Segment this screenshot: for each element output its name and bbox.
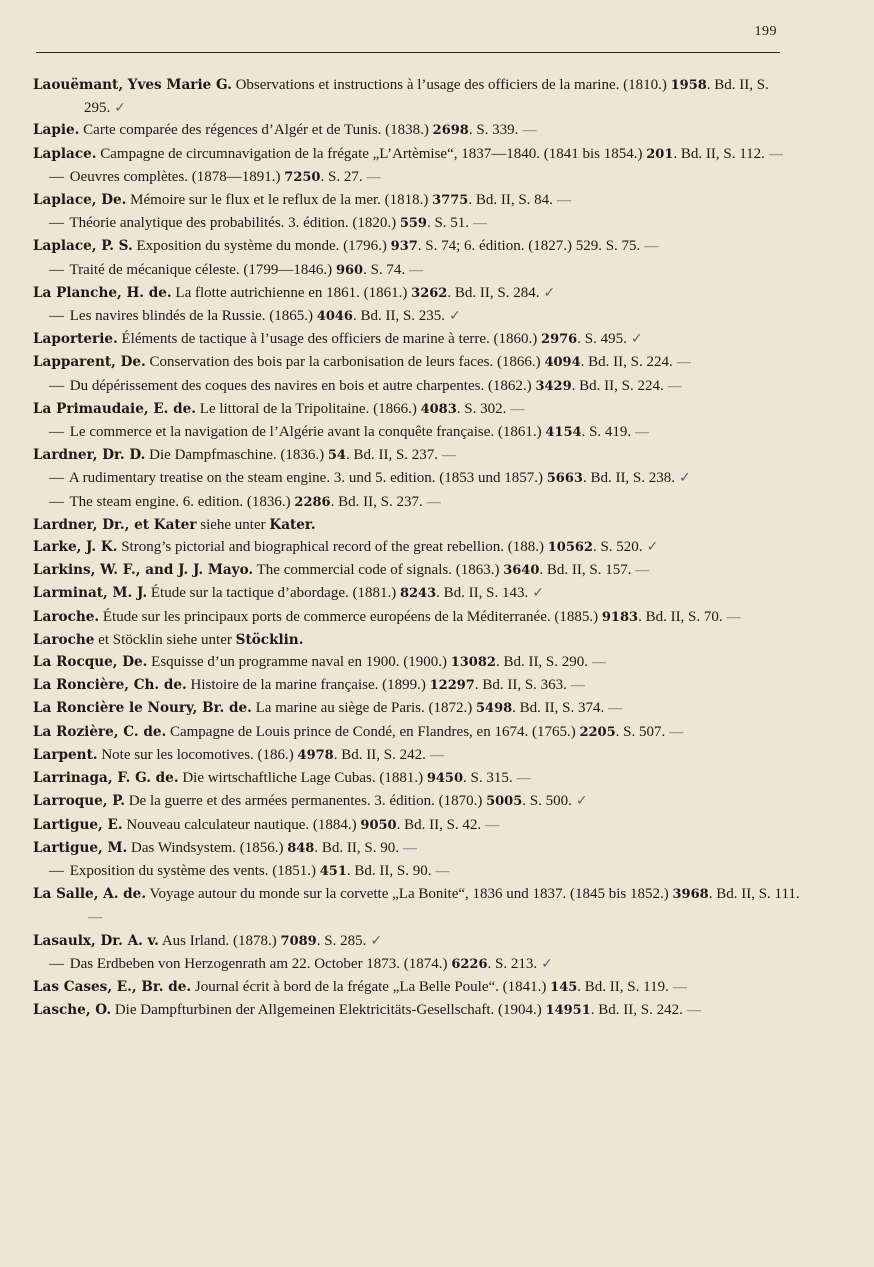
catalog-entry <box>33 930 808 953</box>
entry-number: 3640 <box>503 563 540 579</box>
entry-title: Note sur les locomotives. (186.) <box>97 746 298 763</box>
catalog-entry <box>33 375 808 398</box>
catalog-entry <box>33 536 808 559</box>
entry-title: Nouveau calculateur nautique. (1884.) <box>122 816 361 833</box>
entry-reference: . Bd. II, S. 157. <box>539 562 632 579</box>
catalog-entry <box>33 119 808 142</box>
entry-author: Lartigue, M. <box>33 839 128 856</box>
entry-title: Esquisse d’un programme naval en 1900. (1900.) <box>147 654 451 671</box>
dash-mark: — <box>768 146 783 162</box>
catalog-entry <box>33 629 808 651</box>
catalog-entry <box>33 444 808 467</box>
check-mark: ✓ <box>543 284 556 301</box>
entry-number: 12297 <box>429 678 475 694</box>
entry-title: A rudimentary treatise on the steam engine. 3. und 5. edition. (1853 und 1857.) <box>66 470 547 487</box>
entry-author: La Planche, H. de. <box>33 284 172 301</box>
dash-mark: — <box>644 239 659 255</box>
entry-title: Die Dampfmaschine. (1836.) <box>145 447 328 464</box>
page-number: 199 <box>754 24 777 39</box>
entry-number: 2286 <box>294 494 331 510</box>
entry-reference: . Bd. II, S. 119. <box>577 978 669 995</box>
entry-title: Étude sur la tactique d’abordage. (1881.) <box>147 585 400 602</box>
entry-title: The commercial code of signals. (1863.) <box>253 562 504 579</box>
entry-reference: . S. 507. <box>615 723 666 740</box>
entry-reference: . Bd. II, S. 90. <box>346 862 432 879</box>
entry-reference: Stöcklin. <box>235 631 304 648</box>
entry-reference: . S. 51. <box>426 215 470 232</box>
entry-title: Éléments de tactique à l’usage des officiers de marine à terre. (1860.) <box>117 331 542 348</box>
entry-author: Las Cases, E., Br. de. <box>33 978 192 995</box>
dash-mark: — <box>510 401 525 417</box>
entry-number: 1958 <box>670 78 707 93</box>
dash-mark: — <box>672 979 687 995</box>
entry-author: Lasche, O. <box>33 1002 112 1019</box>
entry-reference: . S. 213. <box>487 955 538 972</box>
ditto-dash: — <box>49 424 64 441</box>
dash-mark: — <box>726 609 741 625</box>
header-rule <box>36 52 780 53</box>
catalog-entry <box>33 559 808 582</box>
entry-title: The steam engine. 6. edition. (1836.) <box>66 493 295 510</box>
entry-number: 7089 <box>280 933 317 949</box>
entry-reference: . S. 520. <box>592 539 643 556</box>
catalog-entry <box>33 674 808 697</box>
entry-number: 4046 <box>316 309 353 325</box>
entry-reference: . S. 302. <box>456 400 507 417</box>
entry-number: 960 <box>335 262 364 278</box>
entry-title: Exposition du système du monde. (1796.) <box>132 238 391 255</box>
entry-number: 5663 <box>546 471 583 487</box>
catalog-entry <box>33 976 808 999</box>
catalog-entry <box>33 305 808 328</box>
dash-mark: — <box>409 262 424 278</box>
entry-number: 6226 <box>451 956 488 972</box>
entry-title: Conservation des bois par la carbonisation de leurs faces. (1866.) <box>145 354 545 371</box>
entry-author: La Roncière le Noury, Br. de. <box>33 700 252 717</box>
ditto-dash: — <box>49 308 64 325</box>
entry-title: Théorie analytique des probabilités. 3. édition. (1820.) <box>66 215 400 232</box>
check-mark: ✓ <box>114 100 126 117</box>
catalog-entry <box>33 514 808 536</box>
entry-number: 3968 <box>672 887 709 903</box>
dash-mark: — <box>669 724 684 740</box>
entry-reference: . Bd. II, S. 238. <box>582 470 676 487</box>
entry-reference: . S. 419. <box>581 424 632 441</box>
entry-number: 5498 <box>475 701 513 717</box>
entry-title: Strong’s pictorial and biographical record of the great rebellion. (188.) <box>117 539 548 556</box>
entry-number: 145 <box>550 979 578 995</box>
entry-number: 4978 <box>297 747 334 763</box>
check-mark: ✓ <box>630 331 643 348</box>
entry-author: Laroche <box>33 631 95 648</box>
entry-title: Carte comparée des régences d’Algér et de Tunis. (1838.) <box>79 122 433 139</box>
check-mark: ✓ <box>679 470 691 487</box>
check-mark: ✓ <box>449 308 461 325</box>
entry-reference: . Bd. II, S. 242. <box>590 1002 683 1019</box>
entry-number: 10562 <box>547 540 593 556</box>
catalog-entry <box>33 421 808 444</box>
entry-author: Laplace, P. S. <box>33 238 133 255</box>
catalog-entry <box>33 837 808 860</box>
ditto-dash: — <box>49 955 64 972</box>
entry-title: Exposition du système des vents. (1851.) <box>66 862 320 879</box>
catalog-entry <box>33 328 808 351</box>
entry-author: La Rocque, De. <box>33 654 148 671</box>
catalog-entry <box>33 74 808 119</box>
entry-author: Larminat, M. J. <box>33 585 148 602</box>
entry-number: 848 <box>287 840 315 856</box>
entry-title: Das Erdbeben von Herzogenrath am 22. October 1873. (1874.) <box>66 955 452 972</box>
entry-title: Étude sur les principaux ports de commerce européens de la Méditerranée. (1885.) <box>99 608 602 625</box>
entry-author: Laplace. <box>33 145 97 162</box>
entry-author: Larke, J. K. <box>33 539 118 556</box>
catalog-entry <box>33 860 808 883</box>
dash-mark: — <box>88 910 102 926</box>
entry-number: 2698 <box>432 123 469 139</box>
catalog-entry <box>33 883 808 929</box>
entry-reference: . S. 339. <box>468 122 519 139</box>
entry-number: 5005 <box>486 794 523 810</box>
entry-reference: . Bd. II, S. 237. <box>345 447 439 464</box>
entry-number: 4083 <box>420 401 457 417</box>
entry-title: Die Dampfturbinen der Allgemeinen Elektricitäts-Gesellschaft. (1904.) <box>111 1002 546 1019</box>
check-mark: ✓ <box>541 955 553 972</box>
catalog-entry <box>33 606 808 629</box>
entry-title: Oeuvres complètes. (1878—1891.) <box>66 168 285 185</box>
entry-reference: Kater. <box>269 516 316 533</box>
catalog-entry <box>33 282 808 305</box>
entry-reference: . Bd. II, S. 363. <box>474 677 567 694</box>
ditto-dash: — <box>49 493 64 510</box>
dash-mark: — <box>426 494 441 510</box>
entry-reference: . Bd. II, S. 237. <box>330 493 423 510</box>
catalog-entry <box>33 189 808 212</box>
check-mark: ✓ <box>646 539 659 556</box>
catalog-entry <box>33 467 808 490</box>
entry-title: et Stöcklin siehe unter <box>94 631 236 648</box>
entry-author: Laplace, De. <box>33 192 127 209</box>
entry-author: Lapie. <box>33 122 80 139</box>
entry-author: Larrinaga, F. G. de. <box>33 770 179 787</box>
entry-reference: . Bd. II, S. 224. <box>571 377 664 394</box>
entry-author: Larkins, W. F., and J. J. Mayo. <box>33 562 254 579</box>
entry-number: 4154 <box>545 425 582 441</box>
dash-mark: — <box>635 563 650 579</box>
catalog-entry <box>33 235 808 258</box>
entry-number: 3262 <box>411 285 448 301</box>
entry-number: 8243 <box>399 586 437 602</box>
dash-mark: — <box>522 123 537 139</box>
ditto-dash: — <box>49 215 64 232</box>
entry-reference: . Bd. II, S. 90. <box>314 839 399 856</box>
entry-number: 4094 <box>544 355 581 371</box>
entry-title: Campagne de circumnavigation de la frégate „L’Artèmise“, 1837—1840. (1841 bis 1854.) <box>96 145 647 162</box>
dash-mark: — <box>570 678 585 694</box>
dash-mark: — <box>485 817 500 833</box>
entry-author: Lartigue, E. <box>33 816 123 833</box>
entry-number: 559 <box>399 216 427 232</box>
entry-title: Du dépérissement des coques des navires en bois et autre charpentes. (1862.) <box>66 377 536 394</box>
entry-number: 7250 <box>284 169 321 185</box>
entry-reference: . Bd. II, S. 284. <box>447 284 540 301</box>
check-mark: ✓ <box>575 793 588 810</box>
check-mark: ✓ <box>370 932 383 949</box>
entry-author: Larroque, P. <box>33 793 125 810</box>
dash-mark: — <box>608 701 623 717</box>
dash-mark: — <box>686 1003 701 1019</box>
dash-mark: — <box>402 840 417 856</box>
entry-number: 3429 <box>535 378 572 394</box>
catalog-entry <box>33 398 808 421</box>
entry-number: 451 <box>319 863 347 879</box>
entry-reference: . Bd. II, S. 295. <box>84 77 769 117</box>
ditto-dash: — <box>49 377 64 394</box>
dash-mark: — <box>676 355 691 371</box>
dash-mark: — <box>473 216 488 232</box>
dash-mark: — <box>635 425 650 441</box>
entry-reference: . S. 500. <box>522 793 572 810</box>
entry-reference: . Bd. II, S. 374. <box>512 700 605 717</box>
catalog-entry <box>33 351 808 374</box>
catalog-entry <box>33 166 808 189</box>
catalog-entry <box>33 143 808 166</box>
catalog-entry <box>33 259 808 282</box>
entry-reference: . S. 285. <box>316 932 367 949</box>
entry-author: Lardner, Dr. D. <box>33 447 146 464</box>
entry-author: La Roncière, Ch. de. <box>33 677 187 694</box>
entry-author: Laroche. <box>33 608 100 625</box>
entry-title: Campagne de Louis prince de Condé, en Flandres, en 1674. (1765.) <box>166 723 580 740</box>
entry-author: La Primaudaie, E. de. <box>33 400 197 417</box>
dash-mark: — <box>592 655 607 671</box>
entry-reference: . Bd. II, S. 290. <box>495 654 589 671</box>
entry-title: Traité de mécanique céleste. (1799—1846.) <box>66 261 336 278</box>
entry-title: siehe unter <box>196 516 270 533</box>
dash-mark: — <box>442 448 457 464</box>
entry-title: Journal écrit à bord de la frégate „La Belle Poule“. (1841.) <box>191 978 551 995</box>
entry-number: 201 <box>646 146 674 162</box>
entry-reference: . Bd. II, S. 224. <box>580 354 673 371</box>
entry-title: Les navires blindés de la Russie. (1865.) <box>66 308 317 325</box>
dash-mark: — <box>556 193 571 209</box>
catalog-entry <box>33 767 808 790</box>
entry-number: 2976 <box>541 332 578 348</box>
entry-reference: . Bd. II, S. 112. <box>673 145 765 162</box>
dash-mark: — <box>516 771 531 787</box>
entry-author: La Rozière, C. de. <box>33 723 167 740</box>
entry-reference: . S. 495. <box>577 331 627 348</box>
entry-number: 937 <box>390 239 418 255</box>
catalog-entry <box>33 697 808 720</box>
entry-number: 54 <box>327 448 346 464</box>
entry-author: Laouëmant, Yves Marie G. <box>33 77 232 93</box>
entry-reference: . S. 74; 6. édition. (1827.) 529. S. 75. <box>417 238 641 255</box>
entry-author: Larpent. <box>33 746 98 763</box>
entry-reference: . Bd. II, S. 111. <box>708 886 800 903</box>
entry-list <box>33 74 808 1022</box>
catalog-entry <box>33 582 808 605</box>
entry-reference: . S. 315. <box>463 770 513 787</box>
entry-title: Mémoire sur le flux et le reflux de la mer. (1818.) <box>126 192 433 209</box>
catalog-entry <box>33 651 808 674</box>
catalog-entry <box>33 744 808 767</box>
entry-number: 14951 <box>545 1003 591 1019</box>
entry-title: La marine au siège de Paris. (1872.) <box>251 700 476 717</box>
entry-reference: . S. 74. <box>363 261 406 278</box>
entry-title: Voyage autour du monde sur la corvette „La Bonite“, 1836 und 1837. (1845 bis 1852.) <box>146 886 673 903</box>
dash-mark: — <box>366 169 381 185</box>
catalog-entry <box>33 212 808 235</box>
entry-author: La Salle, A. de. <box>33 886 147 903</box>
entry-reference: . Bd. II, S. 84. <box>468 192 553 209</box>
catalog-entry <box>33 814 808 837</box>
ditto-dash: — <box>49 168 64 185</box>
entry-reference: . Bd. II, S. 42. <box>396 816 482 833</box>
entry-author: Lardner, Dr., et Kater <box>33 516 197 533</box>
entry-title: Le littoral de la Tripolitaine. (1866.) <box>196 400 421 417</box>
ditto-dash: — <box>49 261 64 278</box>
entry-number: 3775 <box>432 193 469 209</box>
entry-title: De la guerre et des armées permanentes. 3. édition. (1870.) <box>124 793 487 810</box>
entry-reference: . Bd. II, S. 143. <box>436 585 529 602</box>
entry-number: 9450 <box>426 771 464 787</box>
ditto-dash: — <box>49 862 64 879</box>
catalog-entry <box>33 953 808 976</box>
entry-reference: . Bd. II, S. 235. <box>352 308 446 325</box>
entry-reference: . Bd. II, S. 70. <box>638 608 723 625</box>
entry-number: 2205 <box>579 724 616 740</box>
dash-mark: — <box>667 378 682 394</box>
entry-title: La flotte autrichienne en 1861. (1861.) <box>171 284 412 301</box>
entry-number: 9050 <box>360 817 397 833</box>
catalog-entry <box>33 721 808 744</box>
entry-title: Aus Irland. (1878.) <box>158 932 281 949</box>
dash-mark: — <box>435 863 450 879</box>
entry-author: Laporterie. <box>33 331 118 348</box>
entry-reference: . Bd. II, S. 242. <box>333 746 426 763</box>
catalog-entry <box>33 999 808 1022</box>
catalog-entry <box>33 491 808 514</box>
entry-number: 9183 <box>601 609 639 625</box>
entry-title: Le commerce et la navigation de l’Algérie avant la conquête française. (1861.) <box>66 424 546 441</box>
entry-reference: . S. 27. <box>320 168 363 185</box>
entry-author: Lasaulx, Dr. A. v. <box>33 932 159 949</box>
ditto-dash: — <box>49 470 64 487</box>
check-mark: ✓ <box>532 585 544 602</box>
entry-number: 13082 <box>450 655 496 671</box>
dash-mark: — <box>429 747 444 763</box>
entry-title: Die wirtschaftliche Lage Cubas. (1881.) <box>178 770 427 787</box>
entry-title: Histoire de la marine française. (1899.) <box>186 677 430 694</box>
entry-author: Lapparent, De. <box>33 354 146 371</box>
entry-title: Das Windsystem. (1856.) <box>127 839 288 856</box>
entry-title: Observations et instructions à l’usage des officiers de la marine. (1810.) <box>231 77 671 93</box>
catalog-entry <box>33 790 808 813</box>
